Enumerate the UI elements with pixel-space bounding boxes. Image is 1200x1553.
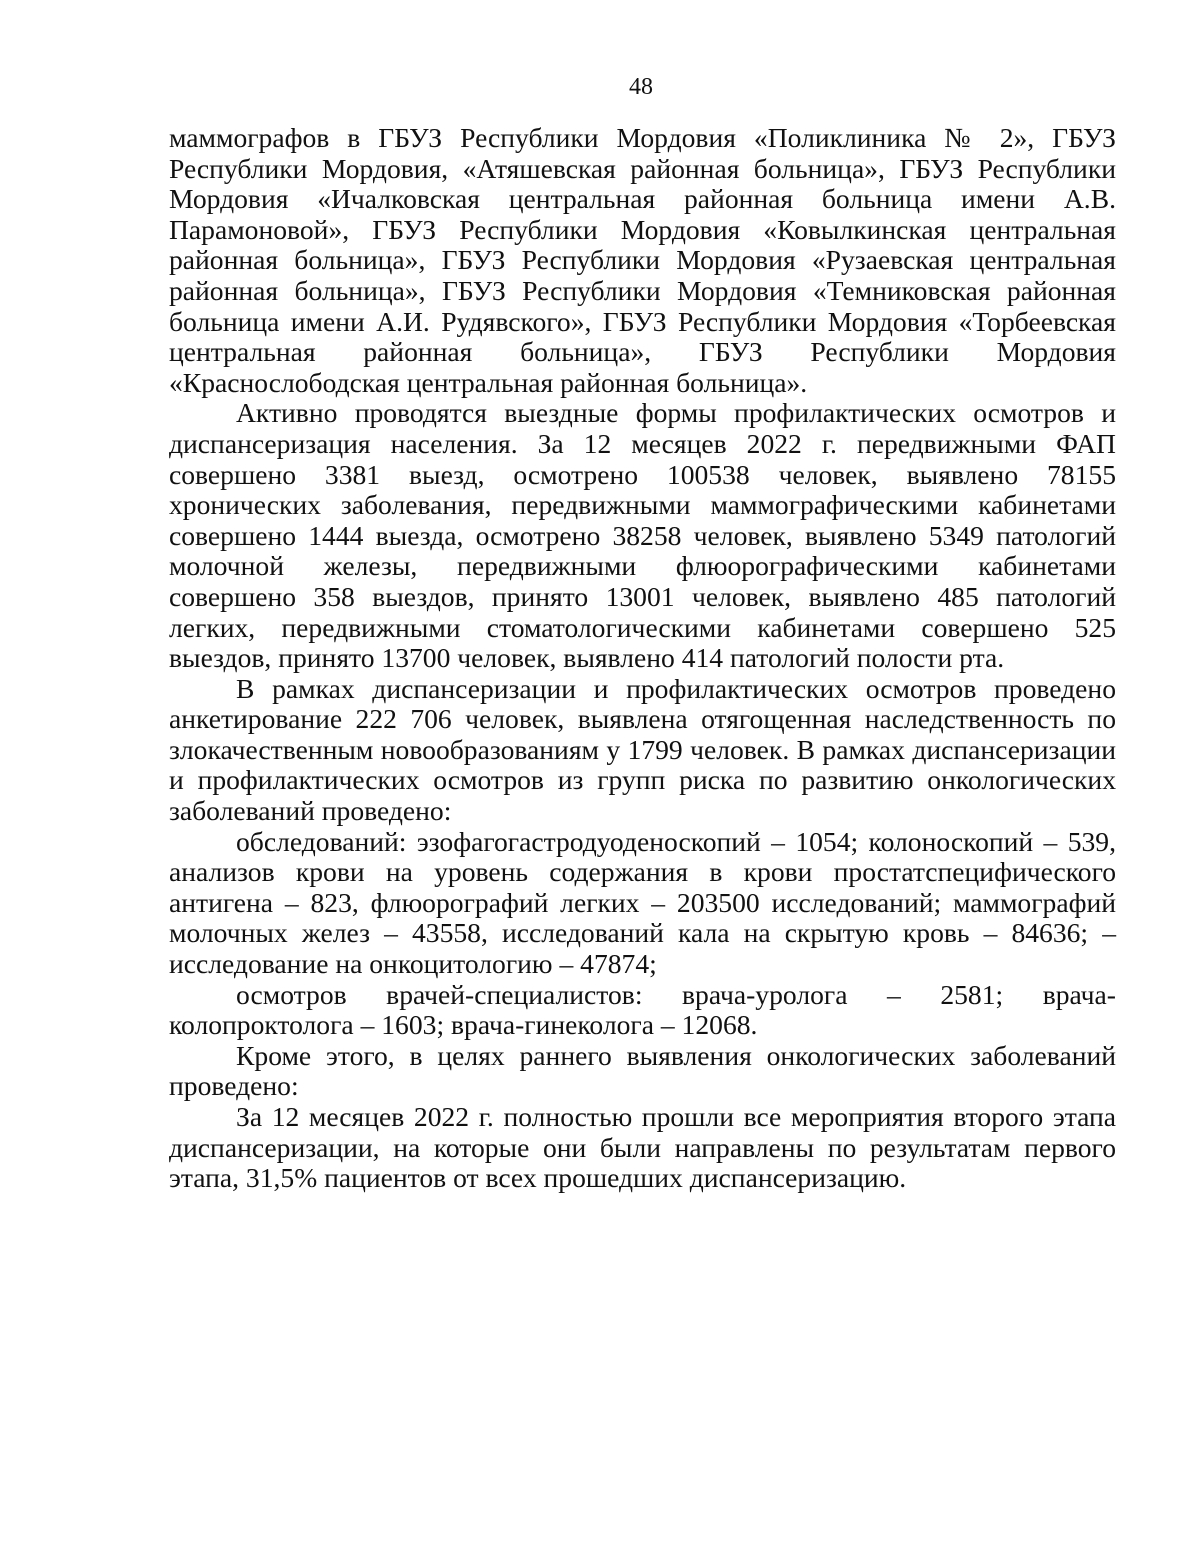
paragraph-questionnaire: В рамках диспансеризации и профилактических осмотров проведено анкетирование 222 706 человек, выявлена отягощенная наследственность по злокачественным новообразованиям у 1799 человек. В рамках диспансеризации и профилактических осмотров из групп риска по развитию онкологических заболеваний проведено: xyxy=(169,672,1116,827)
paragraph-hospitals-list: маммографов в ГБУЗ Республики Мордовия «Поликлиника № 2», ГБУЗ Республики Мордовия, «Атяшевская районная больница», ГБУЗ Республики Мордовия «Ичалковская центральная районная больница имени А.В. Парамоновой», ГБУЗ Республики Мордовия «Ковылкинская центральная районная больница», ГБУЗ Республики Мордовия «Рузаевская центральная районная больница», ГБУЗ Республики Мордовия «Темниковская районная больница имени А.И. Рудявского», ГБУЗ Республики Мордовия «Торбеевская центральная районная больница», ГБУЗ Республики Мордовия «Краснослободская центральная районная больница». xyxy=(169,122,1116,398)
page-number: 48 xyxy=(629,74,653,100)
paragraph-second-stage: За 12 месяцев 2022 г. полностью прошли все мероприятия второго этапа диспансеризации, на которые они были направлены по результатам первого этапа, 31,5% пациентов от всех прошедших диспансеризацию. xyxy=(169,1101,1116,1194)
paragraph-examinations-list: обследований: эзофагогастродуоденоскопий – 1054; колоноскопий – 539, анализов крови на уровень содержания в крови простатспецифического антигена – 823, флюорографий легких – 203500 исследований; маммографий молочных желез – 43558, исследований кала на скрытую кровь – 84636; – исследование на онкоцитологию – 47874; xyxy=(169,825,1116,980)
paragraph-early-detection: Кроме этого, в целях раннего выявления онкологических заболеваний проведено: xyxy=(169,1039,1116,1102)
paragraph-mobile-examinations: Активно проводятся выездные формы профилактических осмотров и диспансеризация населения. За 12 месяцев 2022 г. передвижными ФАП совершено 3381 выезд, осмотрено 100538 человек, выявлено 78155 хронических заболевания, передвижными маммографическими кабинетами совершено 1444 выезда, осмотрено 38258 человек, выявлено 5349 патологий молочной железы, передвижными флюорографическими кабинетами совершено 358 выездов, принято 13001 человек, выявлено 485 патологий легких, передвижными стоматологическими кабинетами совершено 525 выездов, принято 13700 человек, выявлено 414 патологий полости рта. xyxy=(169,397,1116,674)
paragraph-specialist-examinations: осмотров врачей-специалистов: врача-уролога – 2581; врача-колопроктолога – 1603; врача-гинеколога – 12068. xyxy=(169,978,1116,1041)
document-body xyxy=(169,123,1116,1194)
